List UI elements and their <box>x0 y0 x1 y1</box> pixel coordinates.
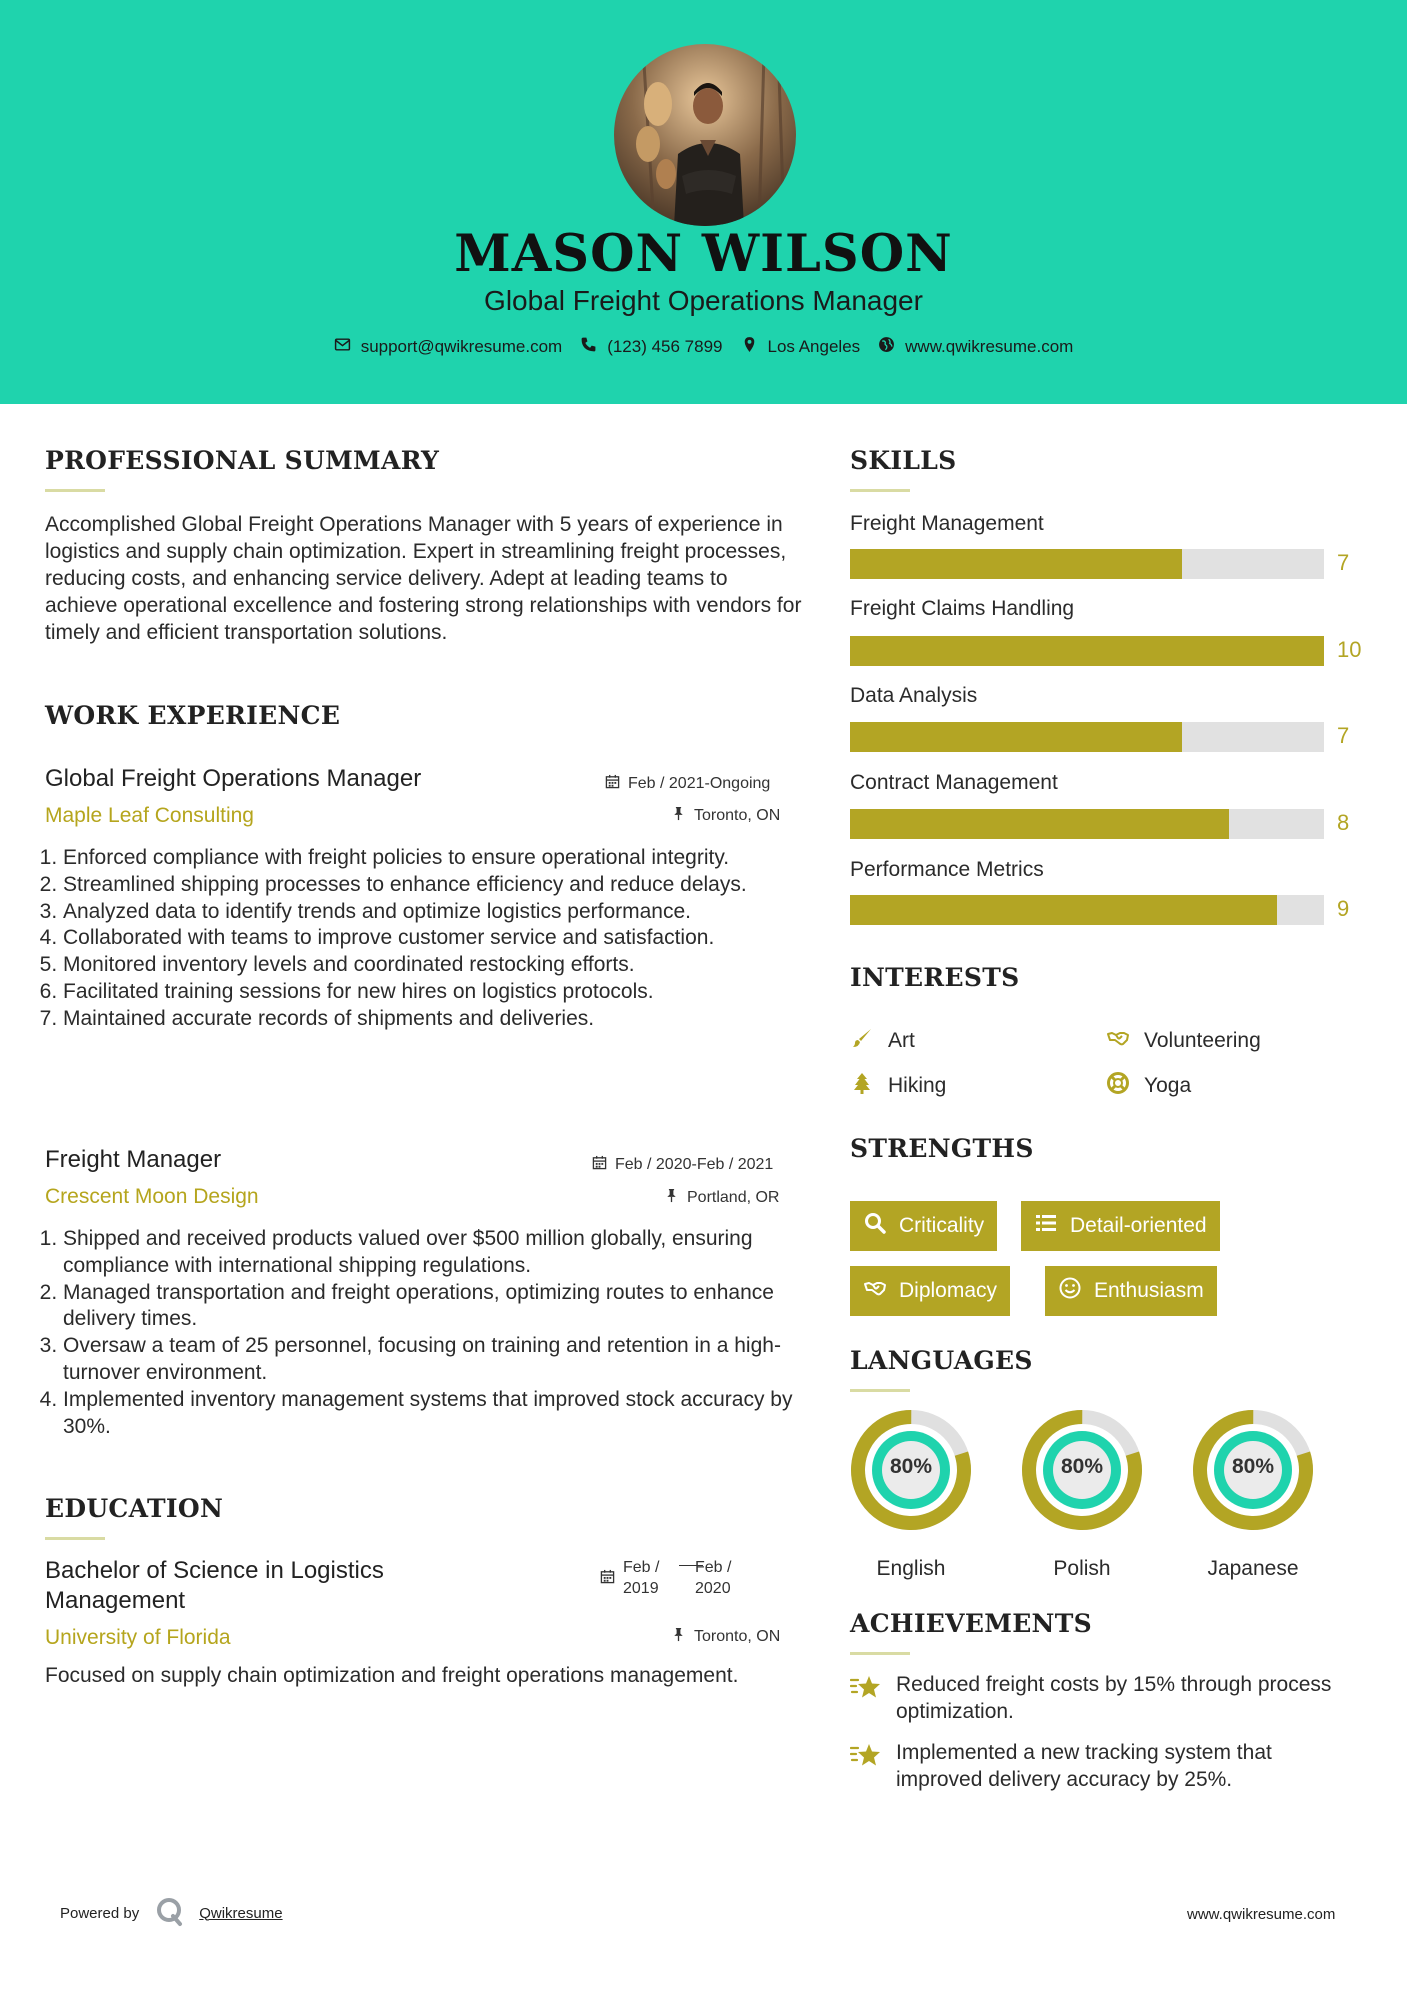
strength-detail-oriented-label: Detail-oriented <box>1070 1214 1207 1237</box>
contact-email[interactable] <box>334 336 563 358</box>
search-icon <box>863 1211 887 1241</box>
job-1-dates <box>605 774 770 794</box>
footer-website-link[interactable]: www.qwikresume.com <box>1187 1906 1336 1923</box>
interest-art-label: Art <box>888 1029 915 1052</box>
contact-location-text: Los Angeles <box>767 337 861 356</box>
skill-1-value: 7 <box>1337 550 1350 575</box>
footer-powered-by <box>60 1895 283 1931</box>
pushpin-icon <box>671 1627 686 1647</box>
star-icon <box>850 1671 882 1725</box>
skill-3-bar <box>850 722 1324 752</box>
lifebuoy-icon <box>1106 1071 1130 1101</box>
job-1-bullets <box>45 845 805 1033</box>
qwikresume-link[interactable]: Qwikresume <box>199 1904 283 1922</box>
achievement-1 <box>850 1671 1350 1725</box>
contact-phone-text: (123) 456 7899 <box>607 337 723 356</box>
skill-1-fill <box>850 549 1182 579</box>
job-1-dates-text: Feb / 2021-Ongoing <box>628 775 771 792</box>
qwikresume-logo-icon <box>153 1895 185 1931</box>
skill-4-label: Contract Management <box>850 771 1058 794</box>
strength-enthusiasm <box>1045 1266 1217 1316</box>
skill-1-bar <box>850 549 1324 579</box>
list-item: 5. Monitored inventory levels and coordinated restocking efforts. <box>63 952 805 979</box>
language-english-name: English <box>876 1557 946 1580</box>
education-location <box>671 1627 780 1647</box>
smile-icon <box>1058 1276 1082 1306</box>
achievements-heading-underline <box>850 1652 910 1655</box>
job-1-location <box>671 806 780 826</box>
list-item: 4. Collaborated with teams to improve customer service and satisfaction. <box>63 925 805 952</box>
strength-diplomacy-label: Diplomacy <box>899 1279 998 1302</box>
language-polish <box>1021 1409 1143 1580</box>
list-item: 3. Oversaw a team of 25 personnel, focusing on training and retention in a high-turnover environment. <box>63 1333 805 1387</box>
candidate-title: Global Freight Operations Manager <box>484 285 923 316</box>
contact-location <box>741 336 861 358</box>
job-2-dates <box>592 1155 773 1175</box>
pushpin-icon <box>671 806 686 826</box>
education-degree: Bachelor of Science in Logistics Management <box>45 1557 384 1614</box>
job-2-location-text: Portland, OR <box>687 1189 780 1206</box>
interest-volunteering <box>1106 1026 1261 1056</box>
list-item: 7. Maintained accurate records of shipments and deliveries. <box>63 1006 805 1033</box>
job-2-company: Crescent Moon Design <box>45 1185 259 1208</box>
skill-3-value: 7 <box>1337 723 1350 748</box>
education-dates <box>600 1557 743 1599</box>
tree-icon <box>850 1071 874 1101</box>
interest-yoga-label: Yoga <box>1144 1074 1192 1097</box>
list-item: 2. Streamlined shipping processes to enhance efficiency and reduce delays. <box>63 872 805 899</box>
calendar-icon <box>605 774 620 794</box>
education-location-text: Toronto, ON <box>694 1628 781 1645</box>
interest-art <box>850 1026 915 1056</box>
globe-icon <box>878 336 895 358</box>
skill-1-label: Freight Management <box>850 512 1044 535</box>
strengths-heading: STRENGTHS <box>850 1134 1034 1163</box>
resume-header <box>0 0 1407 404</box>
skill-5-value: 9 <box>1337 896 1350 921</box>
list-item: 1. Shipped and received products valued over $500 million globally, ensuring compliance with international shipping regulations. <box>63 1226 805 1280</box>
skill-2-bar <box>850 636 1324 666</box>
experience-heading: WORK EXPERIENCE <box>45 701 341 730</box>
strength-criticality <box>850 1201 997 1251</box>
phone-icon <box>580 336 597 358</box>
skill-2-label: Freight Claims Handling <box>850 597 1075 620</box>
language-japanese-name: Japanese <box>1207 1557 1299 1580</box>
skill-5-label: Performance Metrics <box>850 858 1044 881</box>
contact-website[interactable] <box>878 336 1073 358</box>
skill-4-value: 8 <box>1337 810 1350 835</box>
candidate-name: MASON WILSON <box>454 224 953 284</box>
language-polish-name: Polish <box>1053 1557 1111 1580</box>
contact-row <box>0 336 1407 358</box>
list-item: 4. Implemented inventory management systems that improved stock accuracy by 30%. <box>63 1387 805 1441</box>
skills-heading-underline <box>850 489 910 492</box>
language-japanese-percent: 80% <box>1231 1455 1275 1478</box>
job-1-location-text: Toronto, ON <box>694 807 781 824</box>
contact-phone[interactable] <box>580 336 722 358</box>
map-marker-icon <box>741 336 758 358</box>
achievement-2 <box>850 1739 1350 1793</box>
list-icon <box>1034 1211 1058 1241</box>
strength-enthusiasm-label: Enthusiasm <box>1094 1279 1204 1302</box>
star-icon <box>850 1739 882 1793</box>
education-description: Focused on supply chain optimization and freight operations management. <box>45 1664 739 1687</box>
job-1-role: Global Freight Operations Manager <box>45 765 422 792</box>
language-polish-percent: 80% <box>1060 1455 1104 1478</box>
skill-5-fill <box>850 895 1277 925</box>
education-date-start: Feb / 2019 <box>623 1559 660 1597</box>
calendar-icon <box>592 1155 607 1175</box>
achievement-2-text: Implemented a new tracking system that improved delivery accuracy by 25%. <box>896 1741 1272 1791</box>
languages-heading: LANGUAGES <box>850 1346 1033 1375</box>
list-item: 1. Enforced compliance with freight policies to ensure operational integrity. <box>63 845 805 872</box>
strength-criticality-label: Criticality <box>899 1214 985 1237</box>
list-item: 3. Analyzed data to identify trends and optimize logistics performance. <box>63 899 805 926</box>
achievements-heading: ACHIEVEMENTS <box>850 1609 1092 1638</box>
education-school: University of Florida <box>45 1626 231 1649</box>
language-english <box>850 1409 972 1580</box>
summary-text: Accomplished Global Freight Operations Manager with 5 years of experience in logistics and supply chain optimization. Expert in streamlining freight processes, reducing costs, and enhancing service delivery. Adept at leading teams to achieve operational excellence and fostering strong relationships with vendors for timely and efficient transportation solutions. <box>45 513 802 644</box>
skill-5-bar <box>850 895 1324 925</box>
skill-3-label: Data Analysis <box>850 684 978 707</box>
job-1-company: Maple Leaf Consulting <box>45 804 254 827</box>
interests-heading: INTERESTS <box>850 963 1020 992</box>
skill-2-value: 10 <box>1337 637 1362 662</box>
skills-heading: SKILLS <box>850 446 957 475</box>
skill-2-fill <box>850 636 1324 666</box>
languages-heading-underline <box>850 1389 910 1392</box>
strength-diplomacy <box>850 1266 1010 1316</box>
language-japanese <box>1192 1409 1314 1580</box>
pushpin-icon <box>664 1188 679 1208</box>
education-heading-underline <box>45 1537 105 1540</box>
interest-volunteering-label: Volunteering <box>1144 1029 1261 1052</box>
education-heading: EDUCATION <box>45 1494 224 1523</box>
strength-detail-oriented <box>1021 1201 1220 1251</box>
education-date-end: Feb / 2020 <box>695 1559 732 1597</box>
job-2-role: Freight Manager <box>45 1146 222 1173</box>
summary-heading: PROFESSIONAL SUMMARY <box>45 446 440 475</box>
job-2-dates-text: Feb / 2020-Feb / 2021 <box>615 1156 774 1173</box>
summary-heading-underline <box>45 489 105 492</box>
skill-3-fill <box>850 722 1182 752</box>
calendar-icon <box>600 1569 615 1589</box>
interest-hiking-label: Hiking <box>888 1074 947 1097</box>
powered-by-label: Powered by <box>60 1904 140 1922</box>
list-item: 6. Facilitated training sessions for new hires on logistics protocols. <box>63 979 805 1006</box>
list-item: 2. Managed transportation and freight operations, optimizing routes to enhance delivery times. <box>63 1280 805 1334</box>
profile-photo <box>614 44 796 226</box>
interest-yoga <box>1106 1071 1191 1101</box>
job-2-location <box>664 1188 779 1208</box>
job-2-bullets <box>45 1226 805 1440</box>
contact-email-text: support@qwikresume.com <box>360 337 563 356</box>
language-english-percent: 80% <box>889 1455 933 1478</box>
envelope-icon <box>334 336 351 358</box>
skill-4-bar <box>850 809 1324 839</box>
handshake-icon <box>863 1276 887 1306</box>
handshake-icon <box>1106 1026 1130 1056</box>
skill-4-fill <box>850 809 1229 839</box>
achievement-1-text: Reduced freight costs by 15% through process optimization. <box>896 1673 1332 1723</box>
paintbrush-icon <box>850 1026 874 1056</box>
interest-hiking <box>850 1071 946 1101</box>
contact-website-text: www.qwikresume.com <box>905 337 1074 356</box>
